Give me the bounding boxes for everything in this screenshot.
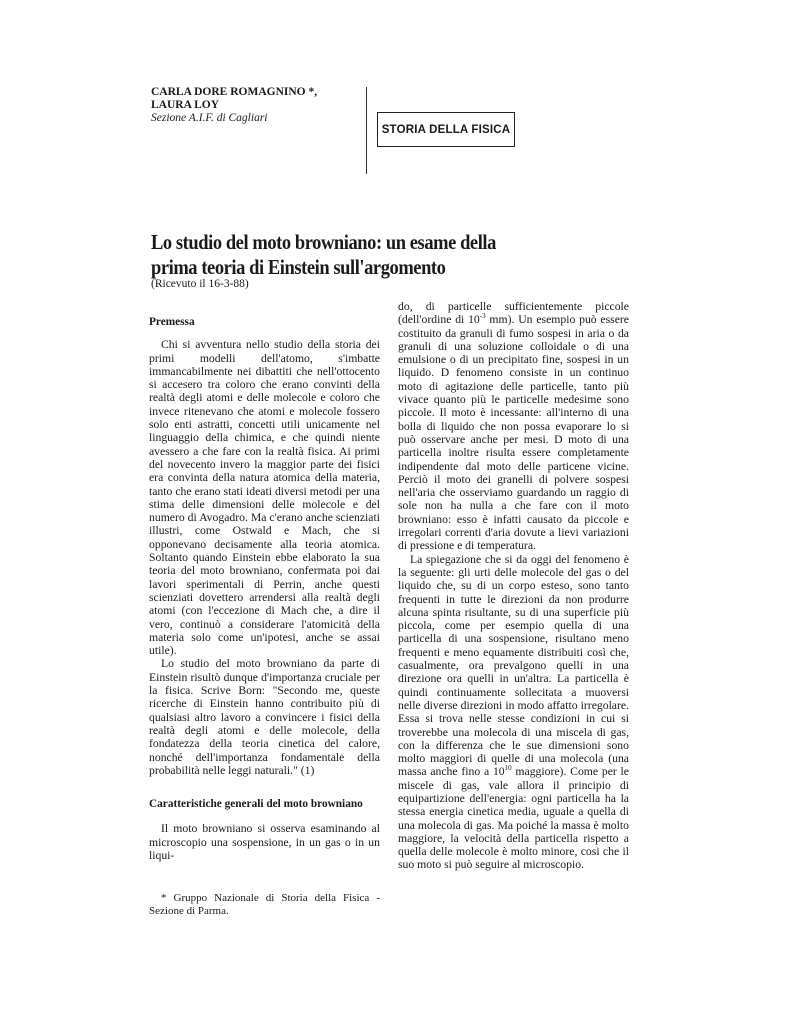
author-name-1: CARLA DORE ROMAGNINO *,: [151, 86, 318, 98]
section-heading-premessa: Premessa: [149, 316, 195, 328]
author-name-2: LAURA LOY: [151, 99, 220, 111]
paragraph-premessa-2: Lo studio del moto browniano da parte di Einstein risultò dunque d'importanza cruciale per la fisica. Scrive Born: "Secondo me, queste ricerche di Einstein hanno contribuito più di qualsiasi altro lavoro a convincere i fisici della realtà degli atomi e delle molecole, della fondatezza della teoria cinetica del calore, nonché dell'importanza fondamentale della probabilità nelle leggi naturali." (1): [149, 657, 380, 777]
header-divider: [366, 87, 367, 174]
paragraph-right-1: do, di particelle sufficientemente piccole (dell'ordine di $10^{-3}$ mm). Un esempio può essere costituito da granuli di fumo sospesi in aria o da granuli di una soluzione colloidale o di una emulsione o di un precipitato fine, sospesi in un liquido. D fenomeno consiste in un continuo moto di agitazione delle particelle, tanto più vivace quanto più le particelle medesime sono piccole. Il moto è incessante: all'interno di una bolla di liquido che non possa evaporare lo si può osservare anche per mesi. D moto di una particella inoltre risulta essere completamente indipendente dal moto delle particene vicine. Perciò il moto dei granelli di polvere sospesi nell'aria che osserviamo guardando un raggio di sole non ha nulla a che fare con il moto browniano: esso è infatti causato da piccole e irregolari correnti d'aria dovute a lievi variazioni di pressione e di temperatura.: [398, 300, 629, 553]
footnote: * Gruppo Nazionale di Storia della Fisica - Sezione di Parma.: [149, 892, 380, 917]
received-date: (Ricevuto il 16-3-88): [151, 278, 249, 290]
article-title: [151, 230, 512, 280]
exponent-10: 10: [504, 764, 512, 773]
section-label-box: [377, 112, 515, 147]
left-column: [149, 316, 380, 917]
section-label: STORIA DELLA FISICA: [381, 123, 511, 136]
paragraph-caratteristiche-1: Il moto browniano si osserva esaminando al microscopio una sospensione, in un gas o in un liqui-: [149, 822, 380, 862]
paragraph-premessa-1: Chi si avventura nello studio della storia dei primi modelli dell'atomo, s'imbatte immancabilmente nei dibattiti che nell'ottocento si accesero tra coloro che erano convinti della realtà degli atomi e delle molecole e coloro che invece ritenevano che atomi e molecole fossero solo enti astratti, concetti utili unicamente nel linguaggio della chimica, e che quindi niente avessero a che fare con la realtà fisica. Ai primi del novecento invero la maggior parte dei fisici era convinta della natura atomica della materia, tanto che erano stati ideati diversi metodi per una stima delle dimensioni delle molecole e del numero di Avogadro. Ma c'erano anche scienziati illustri, come Ostwald e Mach, che si opponevano decisamente alla teoria atomica. Soltanto quando Einstein ebbe elaborato la sua teoria del moto browniano, confermata poi dai lavori sperimentali di Perrin, anche questi scienziati dovettero arrendersi alla realtà degli atomi (con l'eccezione di Mach che, a dire il vero, continuò a considerare l'atomicità della materia solo come un'ipotesi, anche se assai utile).: [149, 338, 380, 658]
paragraph-right-2: La spiegazione che si da oggi del fenomeno è la seguente: gli urti delle molecole del gas o del liquido che, su di un corpo esteso, sono tanto frequenti in tutte le direzioni da non produrre alcuna spinta risultante, su di una superficie più piccola, come per esempio quella di una particella di una sospensione, risultano meno frequenti e meno equamente distribuiti così che, casualmente, ora prevalgono quelli in una direzione ora quelli in un'altra. La particella è quindi continuamente sollecitata a muoversi nelle diverse direzioni in modo affatto irregolare. Essa si trova nelle stesse condizioni in cui si troverebbe una molecola di una miscela di gas, con la differenza che le sue dimensioni sono molto maggiori di quelle di una molecola (una massa anche fino a $10^{10}$ maggiore). Come per le miscele di gas, vale allora il principio di equipartizione dell'energia: ogni particella ha la stessa energia cinetica media, uguale a quella di una molecola di gas. Ma poiché la massa è molto maggiore, la velocità della particella rispetto a quella delle molecole è molto minore, cosi che il suo moto si può seguire al microscopio.: [398, 552, 629, 872]
author-block: [151, 86, 317, 125]
article-title-line-2: prima teoria di Einstein sull'argomento: [151, 255, 446, 279]
section-heading-caratteristiche: Caratteristiche generali del moto browniano: [149, 798, 363, 811]
article-title-line-1: Lo studio del moto browniano: un esame della: [151, 230, 496, 254]
author-affiliation: Sezione A.I.F. di Cagliari: [151, 112, 268, 124]
right-column: [398, 300, 629, 872]
exponent-minus-3: -3: [479, 312, 486, 321]
